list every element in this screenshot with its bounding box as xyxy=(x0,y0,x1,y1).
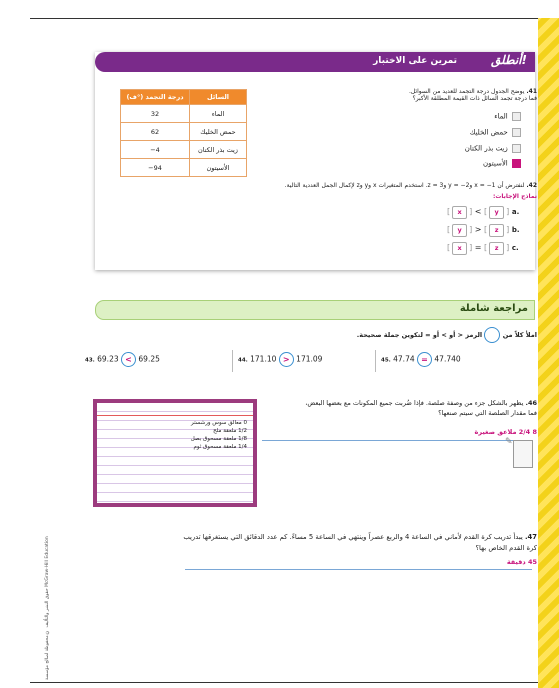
review-instruction xyxy=(357,327,537,343)
notes-icon xyxy=(513,440,533,468)
q46-answer: 8 2/4 ملاعق صغيرة xyxy=(474,428,537,436)
top-rule xyxy=(30,18,538,19)
answer-line xyxy=(185,569,532,570)
recipe-line: 1/2 ملعقة ملح xyxy=(213,428,247,434)
q47-body: يبدأ تدريب كرة القدم لأماني في الساعة 4 والربع عصراً وينتهي في الساعة 5 مساءً. كم عدد الدقائق التي يستغرقها تدريب كرة القدم الخاص بها؟ xyxy=(183,533,537,552)
operator: > xyxy=(474,225,482,234)
table-row xyxy=(121,141,247,159)
option-label: الماء xyxy=(494,112,508,121)
value-right: 171.09 xyxy=(296,354,323,364)
question-number: 44. xyxy=(238,357,248,364)
recipe-line: 0 معالق سوس ورشستر xyxy=(191,420,247,426)
option-4[interactable] xyxy=(483,159,521,168)
value-right: 69.25 xyxy=(138,354,160,364)
recipe-card xyxy=(93,399,257,507)
checkbox[interactable] xyxy=(512,144,521,153)
pencil-icon: ✎ xyxy=(505,437,513,447)
answer-box[interactable]: x xyxy=(452,206,467,219)
freezing-table xyxy=(120,89,247,177)
q46-body: يظهر بالشكل جزء من وصفة صلصة. فإذا ضُربت جميع المكونات مع بعضها البعض، فما مقدار الصلصة التي سيتم صنعها؟ xyxy=(305,399,537,417)
quiz-subtitle: تمرين على الاختبار xyxy=(373,56,457,66)
table-cell: حمض الخليك xyxy=(190,123,247,141)
q41-line2: فما درجة تجمد السائل ذات القيمة المطلقة الأكبر؟ xyxy=(412,95,537,102)
row-letter: b. xyxy=(511,226,520,234)
divider xyxy=(375,350,376,372)
table-header: درجة التجمد (°ف) xyxy=(121,90,190,105)
value-left: 171.10 xyxy=(250,354,277,364)
symbol-circle-icon xyxy=(484,327,500,343)
bottom-rule xyxy=(30,682,538,683)
q41-text xyxy=(337,88,537,102)
checkbox[interactable] xyxy=(512,128,521,137)
divider xyxy=(232,350,233,372)
operator: = xyxy=(474,243,482,252)
answer-circle[interactable]: = xyxy=(417,352,432,367)
review-title: مراجعة شاملة xyxy=(459,303,528,314)
answer-box[interactable]: y xyxy=(489,206,504,219)
value-left: 47.74 xyxy=(393,354,415,364)
option-2[interactable] xyxy=(470,128,521,137)
table-cell: الماء xyxy=(190,105,247,123)
option-label: زيت بذر الكتان xyxy=(464,144,508,153)
answer-circle[interactable]: > xyxy=(279,352,294,367)
quiz-header xyxy=(95,52,535,72)
page-edge-band xyxy=(538,18,559,688)
table-cell: −4 xyxy=(121,141,190,159)
option-3[interactable] xyxy=(465,144,521,153)
question-number: 45. xyxy=(381,357,391,364)
value-right: 47.740 xyxy=(434,354,461,364)
answer-line xyxy=(262,440,532,441)
table-cell: 32 xyxy=(121,105,190,123)
answer-box[interactable]: x xyxy=(452,242,467,255)
sample-answers-label: نماذج الإجابات: xyxy=(492,193,537,200)
row-letter: c. xyxy=(511,244,519,252)
answer-box[interactable]: z xyxy=(489,242,504,255)
answer-box[interactable]: z xyxy=(489,224,504,237)
table-cell: الأسيتون xyxy=(190,159,247,177)
table-row xyxy=(121,105,247,123)
q42-text xyxy=(232,182,537,189)
exercise-43 xyxy=(85,352,160,367)
option-1[interactable] xyxy=(494,112,521,121)
copyright-note: حقوق النشر والتأليف © محفوظة لصالح مؤسسة McGraw-Hill Education xyxy=(45,536,50,680)
recipe-line: 1/4 ملعقة مسحوق ثوم xyxy=(193,444,247,450)
table-row xyxy=(121,159,247,177)
q47-text xyxy=(179,532,537,554)
option-label: حمض الخليك xyxy=(469,128,508,137)
answer-row-b: [ y ] > [ z ] b. xyxy=(447,224,520,237)
instruction-part: الرمز < أو > أو = لتكوين جملة صحيحة. xyxy=(356,331,483,339)
answer-row-a: [ x ] < [ y ] a. xyxy=(447,206,519,219)
recipe-line: 1/8 ملعقة مسحوق بصل xyxy=(190,436,247,442)
instruction-part: املأ كلاً من xyxy=(502,331,537,339)
checkbox[interactable] xyxy=(512,112,521,121)
value-left: 69.23 xyxy=(97,354,119,364)
answer-box[interactable]: y xyxy=(452,224,467,237)
row-letter: a. xyxy=(511,208,520,216)
q41-line1: يوضح الجدول درجة التجمد للعديد من السوائل. xyxy=(408,88,525,95)
table-row xyxy=(121,123,247,141)
q46-text xyxy=(305,398,537,418)
table-header: السائل xyxy=(190,90,247,105)
question-number: 46. xyxy=(525,399,537,407)
checkbox-checked[interactable] xyxy=(512,159,521,168)
answer-circle[interactable]: < xyxy=(121,352,136,367)
exercise-45 xyxy=(381,352,461,367)
question-number: 41. xyxy=(526,88,537,95)
question-number: 43. xyxy=(85,357,95,364)
question-number: 42. xyxy=(526,182,537,189)
table-cell: زيت بذر الكتان xyxy=(190,141,247,159)
review-header xyxy=(95,300,535,320)
quiz-title: أنطلق! xyxy=(491,53,527,67)
answer-row-c: [ x ] = [ z ] c. xyxy=(447,242,519,255)
question-number: 47. xyxy=(524,533,537,541)
table-cell: 62 xyxy=(121,123,190,141)
exercise-44 xyxy=(238,352,322,367)
table-cell: −94 xyxy=(121,159,190,177)
recipe-margin-line xyxy=(97,415,253,416)
operator: < xyxy=(474,207,482,216)
q42-body: لنفترض أن 1− = x و2− = y و3 = z. استخدم المتغيرات x وy وz لإكمال الجمل العددية التالية. xyxy=(284,182,525,189)
option-label: الأسيتون xyxy=(482,159,508,168)
q47-answer: 45 دقيقة xyxy=(506,558,537,566)
